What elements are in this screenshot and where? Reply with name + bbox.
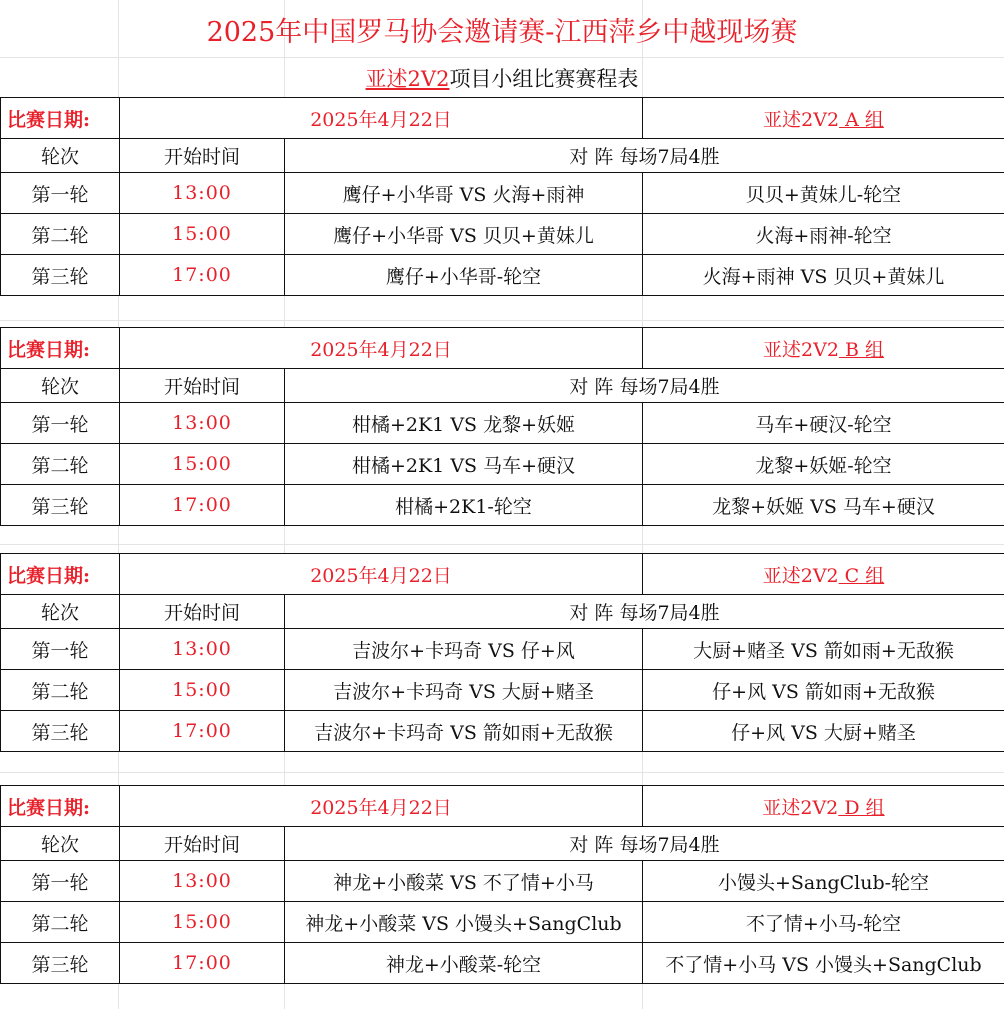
table-row (1, 255, 1004, 296)
gridline (0, 544, 1004, 545)
round-cell: 第二轮 (1, 214, 120, 255)
date-row (1, 98, 1004, 139)
table-row (1, 711, 1004, 752)
match-header: 对 阵 每场7局4胜 (285, 595, 1004, 629)
match2-cell: 不了情+小马-轮空 (643, 902, 1004, 943)
match2-cell: 大厨+赌圣 VS 箭如雨+无敌猴 (643, 629, 1004, 670)
group-table-b (0, 327, 1004, 526)
time-cell: 17:00 (120, 943, 285, 984)
match-header: 对 阵 每场7局4胜 (285, 827, 1004, 861)
match2-cell: 火海+雨神 VS 贝贝+黄妹儿 (643, 255, 1004, 296)
group-name: B 组 (838, 338, 884, 361)
match-date: 2025年4月22日 (120, 328, 643, 369)
time-cell: 15:00 (120, 902, 285, 943)
round-cell: 第一轮 (1, 403, 120, 444)
match-date: 2025年4月22日 (120, 786, 643, 827)
group-prefix: 亚述2V2 (762, 564, 839, 587)
round-cell: 第一轮 (1, 173, 120, 214)
match2-cell: 火海+雨神-轮空 (643, 214, 1004, 255)
time-header: 开始时间 (120, 595, 285, 629)
table-row (1, 629, 1004, 670)
match1-cell: 神龙+小酸菜 VS 小馒头+SangClub (285, 902, 643, 943)
header-row (1, 827, 1004, 861)
group-table-a (0, 97, 1004, 296)
match-header: 对 阵 每场7局4胜 (285, 139, 1004, 173)
match2-cell: 马车+硬汉-轮空 (643, 403, 1004, 444)
table-row (1, 214, 1004, 255)
time-cell: 17:00 (120, 255, 285, 296)
match1-cell: 鹰仔+小华哥 VS 贝贝+黄妹儿 (285, 214, 643, 255)
round-cell: 第三轮 (1, 255, 120, 296)
match1-cell: 柑橘+2K1-轮空 (285, 485, 643, 526)
date-label: 比赛日期: (1, 786, 120, 827)
round-cell: 第三轮 (1, 485, 120, 526)
round-header: 轮次 (1, 595, 120, 629)
table-row (1, 403, 1004, 444)
group-label (643, 786, 1004, 827)
subtitle-rest: 项目小组比赛赛程表 (449, 67, 639, 91)
round-cell: 第二轮 (1, 670, 120, 711)
group-label (643, 328, 1004, 369)
match1-cell: 鹰仔+小华哥 VS 火海+雨神 (285, 173, 643, 214)
group-name: A 组 (839, 108, 884, 131)
time-cell: 15:00 (120, 444, 285, 485)
group-prefix: 亚述2V2 (763, 108, 840, 131)
round-cell: 第二轮 (1, 444, 120, 485)
date-label: 比赛日期: (1, 98, 120, 139)
round-cell: 第一轮 (1, 629, 120, 670)
subtitle-event: 亚述2V2 (365, 67, 450, 91)
group-prefix: 亚述2V2 (762, 796, 839, 819)
time-cell: 17:00 (120, 485, 285, 526)
time-cell: 13:00 (120, 629, 285, 670)
page-title: 2025年中国罗马协会邀请赛-江西萍乡中越现场赛 (206, 16, 798, 48)
match2-cell: 贝贝+黄妹儿-轮空 (643, 173, 1004, 214)
gridline (0, 772, 1004, 773)
match2-cell: 仔+风 VS 箭如雨+无敌猴 (643, 670, 1004, 711)
date-row (1, 328, 1004, 369)
time-cell: 17:00 (120, 711, 285, 752)
match2-cell: 小馒头+SangClub-轮空 (643, 861, 1004, 902)
match1-cell: 神龙+小酸菜-轮空 (285, 943, 643, 984)
time-cell: 13:00 (120, 403, 285, 444)
time-header: 开始时间 (120, 369, 285, 403)
match1-cell: 吉波尔+卡玛奇 VS 仔+风 (285, 629, 643, 670)
time-header: 开始时间 (120, 827, 285, 861)
date-row (1, 786, 1004, 827)
time-cell: 15:00 (120, 670, 285, 711)
table-row (1, 902, 1004, 943)
match-date: 2025年4月22日 (120, 554, 643, 595)
group-name: D 组 (838, 796, 885, 819)
match-date: 2025年4月22日 (120, 98, 643, 139)
table-row (1, 670, 1004, 711)
round-cell: 第一轮 (1, 861, 120, 902)
table-row (1, 861, 1004, 902)
group-table-d (0, 785, 1004, 984)
round-cell: 第三轮 (1, 943, 120, 984)
match-header: 对 阵 每场7局4胜 (285, 369, 1004, 403)
round-cell: 第二轮 (1, 902, 120, 943)
match1-cell: 神龙+小酸菜 VS 不了情+小马 (285, 861, 643, 902)
group-prefix: 亚述2V2 (763, 338, 839, 361)
match1-cell: 吉波尔+卡玛奇 VS 大厨+赌圣 (285, 670, 643, 711)
match2-cell: 仔+风 VS 大厨+赌圣 (643, 711, 1004, 752)
match2-cell: 不了情+小马 VS 小馒头+SangClub (643, 943, 1004, 984)
match1-cell: 吉波尔+卡玛奇 VS 箭如雨+无敌猴 (285, 711, 643, 752)
match1-cell: 鹰仔+小华哥-轮空 (285, 255, 643, 296)
match2-cell: 龙黎+妖姬 VS 马车+硬汉 (643, 485, 1004, 526)
header-row (1, 595, 1004, 629)
time-cell: 15:00 (120, 214, 285, 255)
table-row (1, 485, 1004, 526)
round-header: 轮次 (1, 369, 120, 403)
round-header: 轮次 (1, 139, 120, 173)
match1-cell: 柑橘+2K1 VS 马车+硬汉 (285, 444, 643, 485)
table-row (1, 943, 1004, 984)
header-row (1, 369, 1004, 403)
gridline (0, 320, 1004, 321)
header-row (1, 139, 1004, 173)
group-name: C 组 (838, 564, 885, 587)
group-label (643, 554, 1004, 595)
time-cell: 13:00 (120, 861, 285, 902)
table-row (1, 444, 1004, 485)
match2-cell: 龙黎+妖姬-轮空 (643, 444, 1004, 485)
page-subtitle (0, 58, 1004, 98)
date-row (1, 554, 1004, 595)
group-label (643, 98, 1004, 139)
date-label: 比赛日期: (1, 554, 120, 595)
date-label: 比赛日期: (1, 328, 120, 369)
round-header: 轮次 (1, 827, 120, 861)
time-cell: 13:00 (120, 173, 285, 214)
round-cell: 第三轮 (1, 711, 120, 752)
time-header: 开始时间 (120, 139, 285, 173)
table-row (1, 173, 1004, 214)
match1-cell: 柑橘+2K1 VS 龙黎+妖姬 (285, 403, 643, 444)
group-table-c (0, 553, 1004, 752)
